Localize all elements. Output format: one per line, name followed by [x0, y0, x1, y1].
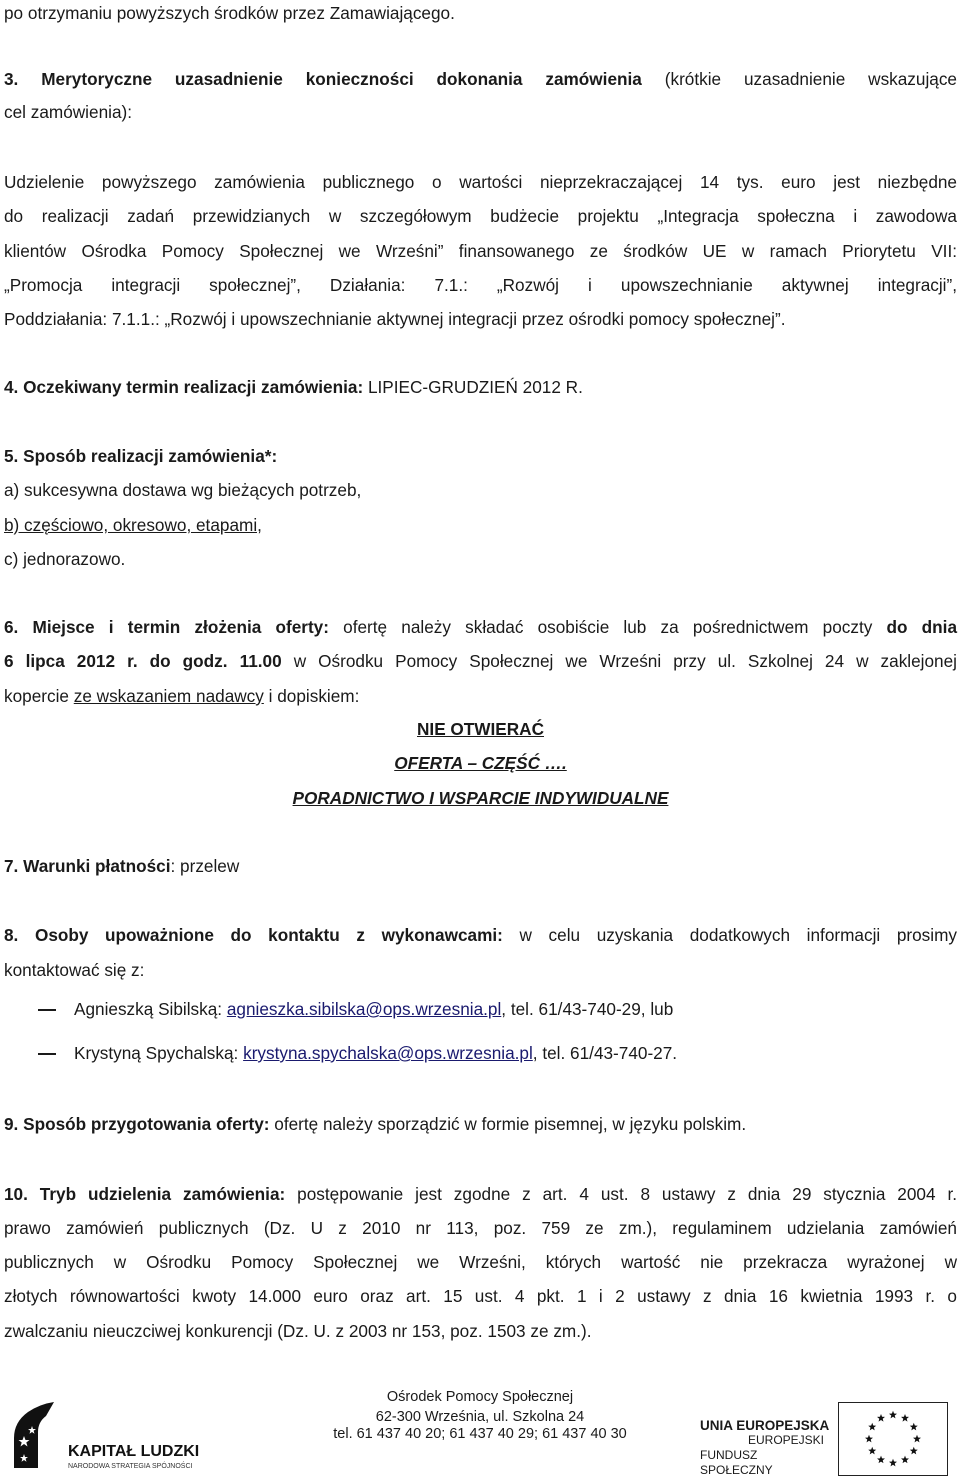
- sender-note: ze wskazaniem nadawcy: [73, 686, 264, 706]
- section-8-line2: kontaktować się z:: [4, 960, 145, 980]
- envelope-note-2: OFERTA – CZĘŚĆ ….: [394, 753, 567, 773]
- section-5-option-a: a) sukcesywna dostawa wg bieżących potrzeb,: [4, 480, 362, 500]
- section-4-title: 4. Oczekiwany termin realizacji zamówienia:: [4, 377, 364, 397]
- email-link[interactable]: krystyna.spychalska@ops.wrzesnia.pl: [243, 1043, 533, 1063]
- eu-star: [877, 1456, 885, 1464]
- eu-star: [901, 1414, 909, 1422]
- bullet-dash: [38, 1009, 56, 1011]
- paragraph-line: prawo zamówień publicznych (Dz. U z 2010 nr 113, poz. 759 ze zm.), regulaminem udzielania zamówień: [4, 1218, 957, 1238]
- footer-phones: tel. 61 437 40 20; 61 437 40 29; 61 437 40 30: [333, 1426, 627, 1442]
- section-9: 9. Sposób przygotowania oferty: ofertę należy sporządzić w formie pisemnej, w języku polskim.: [4, 1114, 747, 1134]
- contact-item: Krystyną Spychalską: krystyna.spychalska@ops.wrzesnia.pl, tel. 61/43-740-27.: [74, 1043, 678, 1063]
- section-7-title: 7. Warunki płatności: [4, 856, 171, 876]
- section-4-value: LIPIEC-GRUDZIEŃ 2012 R.: [367, 377, 583, 397]
- section-3-number: 3.: [4, 69, 19, 89]
- section-3-note: (krótkie uzasadnienie wskazujące: [664, 69, 957, 89]
- contact-item: Agnieszką Sibilską: agnieszka.sibilska@ops.wrzesnia.pl, tel. 61/43-740-29, lub: [74, 999, 674, 1019]
- page-footer: [0, 1380, 960, 1478]
- section-5-title: 5. Sposób realizacji zamówienia*:: [4, 446, 278, 466]
- section-3-note-cont: cel zamówienia):: [4, 102, 132, 122]
- paragraph-line: publicznych w Ośrodku Pomocy Społecznej we Wrześni, których wartość nie przekracza wyrażonej w: [4, 1252, 957, 1272]
- eu-star: [877, 1414, 885, 1422]
- section-10-title: 10. Tryb udzielenia zamówienia:: [4, 1184, 286, 1204]
- section-7: [4, 855, 239, 877]
- section-10: 10. Tryb udzielenia zamówienia: postępowanie jest zgodne z art. 4 ust. 8 ustawy z dnia 29 stycznia 2004 r.: [4, 1184, 957, 1204]
- eu-star: [868, 1447, 876, 1455]
- envelope-note-1: NIE OTWIERAĆ: [417, 719, 544, 739]
- section-8: 8. Osoby upoważnione do kontaktu z wykonawcami: w celu uzyskania dodatkowych informacji prosimy: [4, 925, 957, 945]
- paragraph-line: „Promocja integracji społecznej”, Działania: 7.1.: „Rozwój i upowszechnianie aktywnej integracji”,: [4, 275, 957, 295]
- paragraph-line: po otrzymaniu powyższych środków przez Zamawiającego.: [4, 3, 455, 23]
- kl-logo-sub: NARODOWA STRATEGIA SPÓJNOŚCI: [68, 1463, 193, 1470]
- section-5-option-c: c) jednorazowo.: [4, 549, 126, 569]
- paragraph-line: złotych równowartości kwoty 14.000 euro oraz art. 15 ust. 4 pkt. 1 i 2 ustawy z dnia 16 kwietnia 1993 r. o: [4, 1286, 957, 1306]
- eu-star: [913, 1435, 921, 1443]
- paragraph-line: zwalczaniu nieuczciwej konkurencji (Dz. U. z 2003 nr 153, poz. 1503 ze zm.).: [4, 1321, 592, 1341]
- section-7-value: : przelew: [170, 856, 240, 876]
- section-3-title: Merytoryczne uzasadnienie konieczności dokonania zamówienia: [41, 69, 642, 89]
- eu-star: [901, 1456, 909, 1464]
- paragraph-line: Poddziałania: 7.1.1.: „Rozwój i upowszechnianie aktywnej integracji przez ośrodki pomocy społecznej”.: [4, 309, 786, 329]
- section-8-title: 8. Osoby upoważnione do kontaktu z wykonawcami:: [4, 925, 503, 945]
- section-6: 6. Miejsce i termin złożenia oferty: ofertę należy składać osobiście lub za pośrednictwem poczty do dnia: [4, 617, 958, 637]
- paragraph-line: klientów Ośrodka Pomocy Społecznej we Wrześni” finansowanego ze środków UE w ramach Priorytetu VII:: [4, 241, 957, 261]
- eu-star: [889, 1459, 897, 1467]
- section-9-title: 9. Sposób przygotowania oferty:: [4, 1114, 270, 1134]
- ue-logo-text: UNIA EUROPEJSKA EUROPEJSKI FUNDUSZ SPOŁECZNY: [700, 1418, 830, 1477]
- paragraph-line: do realizacji zadań przewidzianych w szczegółowym budżecie projektu „Integracja społeczna i zawodowa: [4, 206, 957, 226]
- section-6-deadline: do dnia: [886, 617, 958, 637]
- eu-flag-icon: [838, 1402, 948, 1476]
- kapital-ludzki-logo: [10, 1398, 210, 1470]
- paragraph-line: Udzielenie powyższego zamówienia publicznego o wartości nieprzekraczającej 14 tys. euro jest niezbędne: [4, 172, 957, 192]
- footer-org: Ośrodek Pomocy Społecznej: [386, 1389, 574, 1405]
- section-6-line3: kopercie ze wskazaniem nadawcy i dopiskiem:: [4, 686, 360, 706]
- eu-star: [889, 1411, 897, 1419]
- bullet-dash: [38, 1053, 56, 1055]
- kl-logo-name: KAPITAŁ LUDZKI: [68, 1443, 200, 1460]
- section-6-line2: 6 lipca 2012 r. do godz. 11.00 w Ośrodku Pomocy Społecznej we Wrześni przy ul. Szkolnej 24 w zaklejonej: [4, 651, 957, 671]
- envelope-note-3: PORADNICTWO I WSPARCIE INDYWIDUALNE: [292, 788, 669, 808]
- section-3-heading: [4, 68, 957, 90]
- section-6-title: 6. Miejsce i termin złożenia oferty:: [4, 617, 329, 637]
- section-5-option-b: b) częściowo, okresowo, etapami,: [4, 515, 262, 535]
- footer-address: 62-300 Września, ul. Szkolna 24: [375, 1409, 585, 1425]
- section-6-date: 6 lipca 2012 r. do godz. 11.00: [4, 651, 282, 671]
- eu-star: [865, 1435, 873, 1443]
- eu-star: [868, 1423, 876, 1431]
- eu-star: [910, 1423, 918, 1431]
- eu-star: [910, 1447, 918, 1455]
- email-link[interactable]: agnieszka.sibilska@ops.wrzesnia.pl: [226, 999, 502, 1019]
- section-4: [4, 376, 583, 398]
